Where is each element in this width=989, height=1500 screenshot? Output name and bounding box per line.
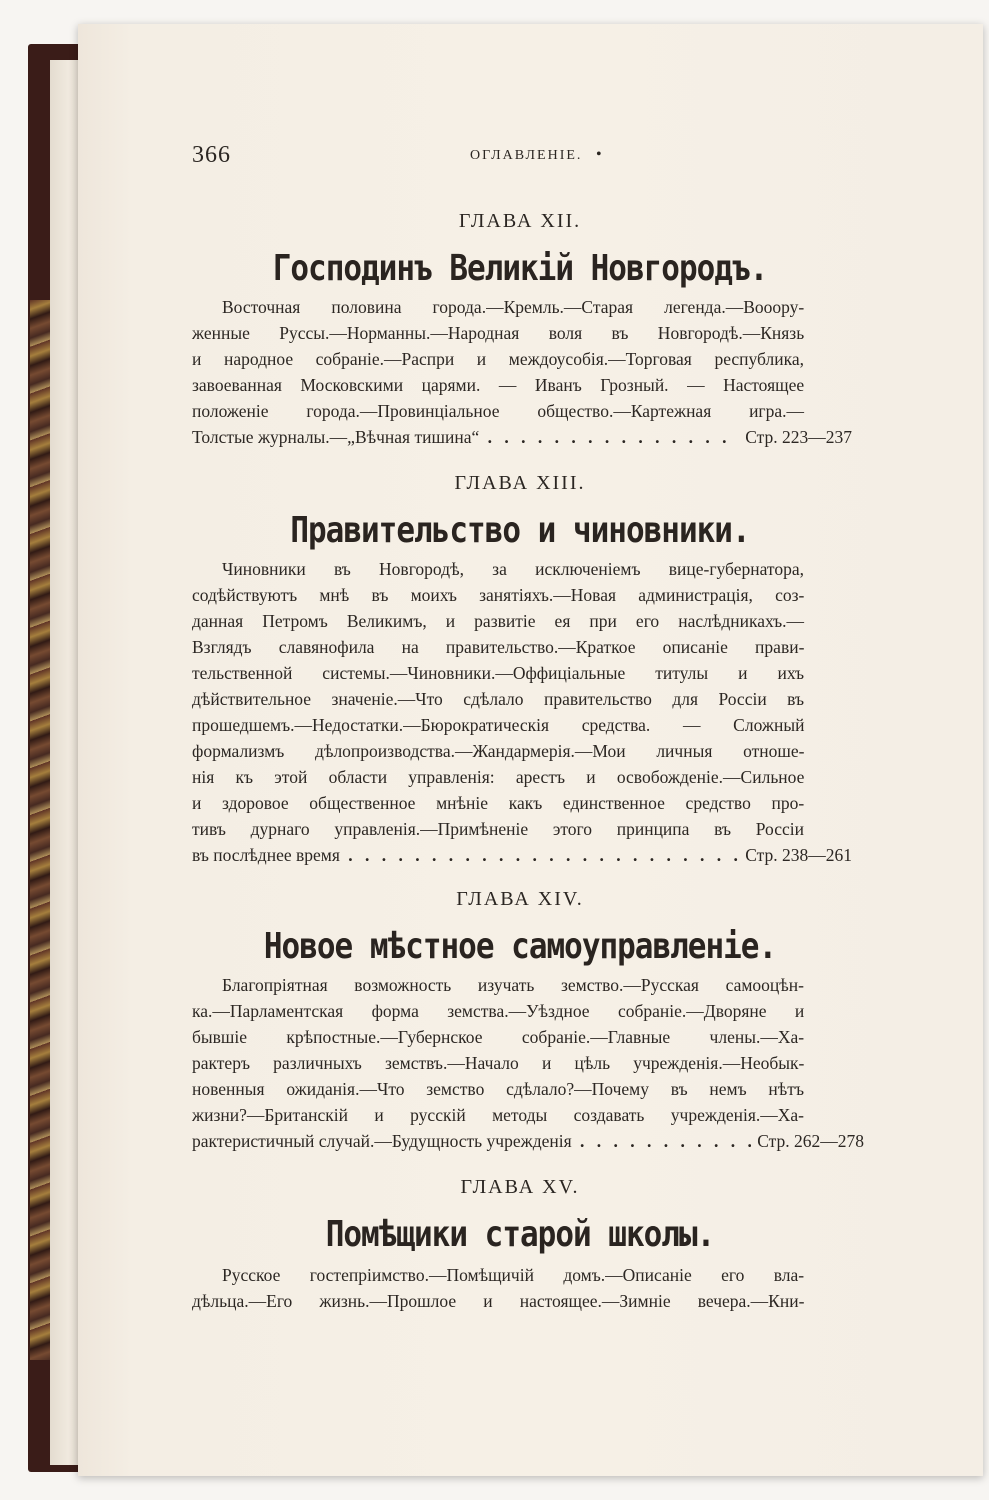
summary-last-line <box>192 1128 864 1154</box>
summary-line: Взглядъ славянофила на правительство.—Краткое описаніе прави- <box>192 637 805 657</box>
header-dot: • <box>596 146 602 163</box>
summary-line: Чиновники въ Новгородѣ, за исключеніемъ вице-губернатора, <box>222 559 804 579</box>
summary-line: завоеванная Московскими царями. — Иванъ Грозный. — Настоящее <box>192 375 805 395</box>
summary-line: данная Петромъ Великимъ, и развитіе ея при его наслѣдникахъ.— <box>192 611 804 631</box>
summary-line: прошедшемъ.—Недостатки.—Бюрократическія средства. — Сложный <box>192 715 805 735</box>
summary-line: тивъ дурнаго управленія.—Примѣненіе этого принципа въ Россіи <box>192 819 804 839</box>
summary-line: и здоровое общественное мнѣніе какъ единственное средство про- <box>192 793 805 813</box>
chapter-13-label: ГЛАВА XIII. <box>454 472 586 494</box>
summary-line: женные Руссы.—Норманны.—Народная воля въ Новгородѣ.—Князь <box>192 323 805 343</box>
page-range: Стр. 238—261 <box>745 845 852 865</box>
summary-line: тельственной системы.—Чиновники.—Оффиціальные титулы и ихъ <box>192 663 804 683</box>
summary-line: рактеръ различныхъ земствъ.—Начало и цѣль учрежденія.—Необык- <box>192 1053 805 1073</box>
chapter-15-title: Помѣщики старой школы. <box>325 1214 715 1256</box>
summary-line: и народное собраніе.—Распри и междоусобія.—Торговая республика, <box>192 349 804 369</box>
chapter-14-title: Новое мѣстное самоуправленіе. <box>263 926 777 968</box>
summary-line: бывшіе крѣпостные.—Губернское собраніе.—Главные члены.—Ха- <box>192 1027 805 1047</box>
summary-line: дѣйствительное значеніе.—Что сдѣлало правительство для Россіи въ <box>192 689 804 709</box>
summary-line: нія къ этой области управленія: арестъ и освобожденіе.—Сильное <box>192 767 805 787</box>
summary-line: жизни?—Британскій и русскій методы создавать учрежденія.—Ха- <box>192 1105 804 1125</box>
page-header <box>192 142 612 172</box>
summary-last-line <box>192 842 852 868</box>
page-range: Стр. 223—237 <box>745 427 852 447</box>
summary-line: дѣльца.—Его жизнь.—Прошлое и настоящее.—Зимніе вечера.—Кни- <box>192 1291 805 1311</box>
page-number: 366 <box>192 142 231 168</box>
last-line-text: рактеристичный случай.—Будущность учрежденія . . . <box>192 1128 751 1154</box>
chapter-13-title: Правительство и чиновники. <box>290 510 750 552</box>
summary-last-line <box>192 424 852 450</box>
chapter-14-summary <box>192 972 864 1154</box>
last-line-text: въ послѣднее время . . . <box>192 842 739 868</box>
summary-line: положеніе города.—Провинціальное общество.—Картежная игра.— <box>192 401 804 421</box>
summary-line: ка.—Парламентская форма земства.—Уѣздное собраніе.—Дворяне и <box>192 1001 805 1021</box>
summary-line: Русское гостепріимство.—Помѣщичій домъ.—Описаніе его вла- <box>222 1265 805 1285</box>
last-line-text: Толстые журналы.—„Вѣчная тишина“ . . . <box>192 424 739 450</box>
summary-line: Благопріятная возможность изучать земство.—Русская самооцѣн- <box>222 975 804 995</box>
chapter-12-summary <box>192 294 852 450</box>
summary-line: Восточная половина города.—Кремль.—Старая легенда.—Вооору- <box>222 297 805 317</box>
bleed-through-text <box>868 284 989 1244</box>
summary-line: новенныя ожиданія.—Что земство сдѣлало?—Почему въ немъ нѣтъ <box>192 1079 804 1099</box>
page-range: Стр. 262—278 <box>757 1131 864 1151</box>
chapter-13-summary <box>192 556 852 868</box>
summary-line: содѣйствуютъ мнѣ въ моихъ занятіяхъ.—Новая администрація, соз- <box>192 585 805 605</box>
chapter-14-label: ГЛАВА XIV. <box>456 888 584 910</box>
running-head: ОГЛАВЛЕНІЕ. <box>470 148 583 163</box>
chapter-12-label: ГЛАВА XII. <box>458 210 582 232</box>
chapter-12-title: Господинъ Великій Новгородъ. <box>272 248 768 290</box>
chapter-15-label: ГЛАВА XV. <box>460 1176 580 1198</box>
chapter-15-summary <box>192 1262 804 1314</box>
summary-line: формализмъ дѣлопроизводства.—Жандармерія.—Мои личныя отноше- <box>192 741 805 761</box>
